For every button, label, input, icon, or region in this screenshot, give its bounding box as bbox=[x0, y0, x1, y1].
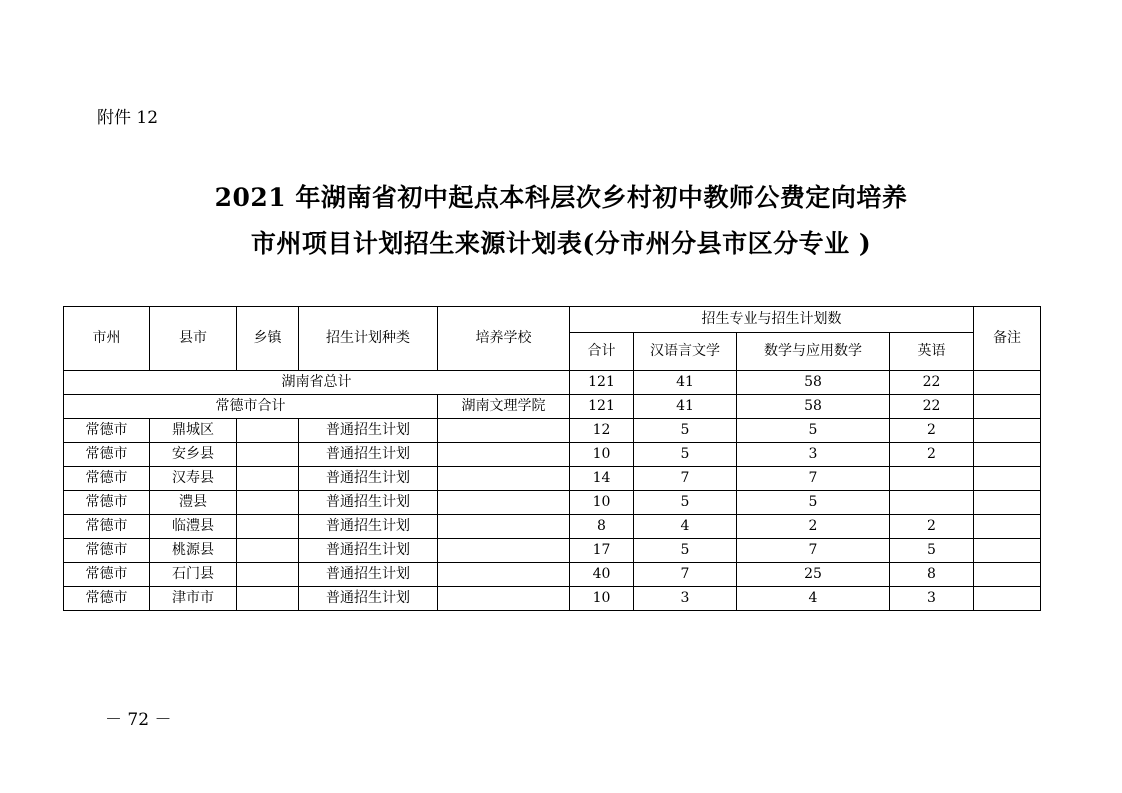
cell-plan-type: 普通招生计划 bbox=[299, 515, 438, 539]
cell-total: 17 bbox=[570, 539, 634, 563]
header-plan-type: 招生计划种类 bbox=[299, 307, 438, 371]
cell-chinese: 5 bbox=[634, 491, 737, 515]
table-row bbox=[64, 491, 1041, 515]
cell-town bbox=[237, 419, 299, 443]
cell-math: 5 bbox=[737, 419, 890, 443]
cell-plan-type: 普通招生计划 bbox=[299, 587, 438, 611]
cell-math: 7 bbox=[737, 467, 890, 491]
cell-county: 桃源县 bbox=[150, 539, 237, 563]
cell-remarks bbox=[974, 491, 1041, 515]
cell-remarks bbox=[974, 587, 1041, 611]
cell-math: 5 bbox=[737, 491, 890, 515]
cell-school bbox=[438, 563, 570, 587]
cell-chinese: 3 bbox=[634, 587, 737, 611]
city-total-math: 58 bbox=[737, 395, 890, 419]
cell-town bbox=[237, 467, 299, 491]
cell-town bbox=[237, 515, 299, 539]
city-total-school: 湖南文理学院 bbox=[438, 395, 570, 419]
cell-city: 常德市 bbox=[64, 443, 150, 467]
cell-math: 2 bbox=[737, 515, 890, 539]
province-total-remarks bbox=[974, 371, 1041, 395]
cell-total: 10 bbox=[570, 443, 634, 467]
cell-city: 常德市 bbox=[64, 587, 150, 611]
cell-chinese: 5 bbox=[634, 443, 737, 467]
province-total-total: 121 bbox=[570, 371, 634, 395]
page-number: － 72 － bbox=[105, 710, 172, 730]
attachment-label: 附件 12 bbox=[97, 108, 159, 128]
city-total-english: 22 bbox=[890, 395, 974, 419]
cell-school bbox=[438, 491, 570, 515]
city-total-remarks bbox=[974, 395, 1041, 419]
cell-school bbox=[438, 467, 570, 491]
table-row bbox=[64, 419, 1041, 443]
cell-plan-type: 普通招生计划 bbox=[299, 563, 438, 587]
cell-plan-type: 普通招生计划 bbox=[299, 467, 438, 491]
cell-total: 10 bbox=[570, 587, 634, 611]
cell-english: 3 bbox=[890, 587, 974, 611]
province-total-chinese: 41 bbox=[634, 371, 737, 395]
cell-school bbox=[438, 515, 570, 539]
cell-english: 5 bbox=[890, 539, 974, 563]
header-city: 市州 bbox=[64, 307, 150, 371]
province-total-row bbox=[64, 371, 1041, 395]
cell-city: 常德市 bbox=[64, 491, 150, 515]
header-remarks: 备注 bbox=[974, 307, 1041, 371]
table-row bbox=[64, 539, 1041, 563]
cell-plan-type: 普通招生计划 bbox=[299, 491, 438, 515]
title-line-1: 2021 年湖南省初中起点本科层次乡村初中教师公费定向培养 bbox=[214, 183, 908, 212]
cell-town bbox=[237, 491, 299, 515]
cell-school bbox=[438, 419, 570, 443]
header-total: 合计 bbox=[570, 333, 634, 371]
cell-county: 汉寿县 bbox=[150, 467, 237, 491]
cell-plan-type: 普通招生计划 bbox=[299, 419, 438, 443]
table-row bbox=[64, 587, 1041, 611]
cell-remarks bbox=[974, 467, 1041, 491]
cell-city: 常德市 bbox=[64, 467, 150, 491]
cell-english: 8 bbox=[890, 563, 974, 587]
enrollment-plan-table bbox=[63, 306, 1041, 611]
city-total-total: 121 bbox=[570, 395, 634, 419]
cell-county: 临澧县 bbox=[150, 515, 237, 539]
cell-chinese: 7 bbox=[634, 467, 737, 491]
header-school: 培养学校 bbox=[438, 307, 570, 371]
cell-chinese: 7 bbox=[634, 563, 737, 587]
cell-plan-type: 普通招生计划 bbox=[299, 443, 438, 467]
cell-school bbox=[438, 587, 570, 611]
cell-math: 4 bbox=[737, 587, 890, 611]
cell-school bbox=[438, 443, 570, 467]
cell-remarks bbox=[974, 539, 1041, 563]
cell-county: 澧县 bbox=[150, 491, 237, 515]
cell-county: 石门县 bbox=[150, 563, 237, 587]
cell-english: 2 bbox=[890, 515, 974, 539]
cell-county: 安乡县 bbox=[150, 443, 237, 467]
header-math: 数学与应用数学 bbox=[737, 333, 890, 371]
header-english: 英语 bbox=[890, 333, 974, 371]
title-line-2: 市州项目计划招生来源计划表(分市州分县市区分专业 ) bbox=[250, 229, 872, 258]
cell-total: 10 bbox=[570, 491, 634, 515]
city-total-chinese: 41 bbox=[634, 395, 737, 419]
cell-chinese: 5 bbox=[634, 539, 737, 563]
cell-math: 7 bbox=[737, 539, 890, 563]
header-chinese: 汉语言文学 bbox=[634, 333, 737, 371]
cell-city: 常德市 bbox=[64, 539, 150, 563]
cell-total: 40 bbox=[570, 563, 634, 587]
cell-total: 14 bbox=[570, 467, 634, 491]
table-row bbox=[64, 563, 1041, 587]
cell-remarks bbox=[974, 563, 1041, 587]
cell-county: 鼎城区 bbox=[150, 419, 237, 443]
cell-town bbox=[237, 443, 299, 467]
cell-county: 津市市 bbox=[150, 587, 237, 611]
cell-city: 常德市 bbox=[64, 419, 150, 443]
province-total-label: 湖南省总计 bbox=[64, 371, 570, 395]
cell-town bbox=[237, 539, 299, 563]
cell-plan-type: 普通招生计划 bbox=[299, 539, 438, 563]
cell-chinese: 4 bbox=[634, 515, 737, 539]
cell-remarks bbox=[974, 443, 1041, 467]
cell-school bbox=[438, 539, 570, 563]
cell-city: 常德市 bbox=[64, 563, 150, 587]
cell-total: 12 bbox=[570, 419, 634, 443]
city-total-row bbox=[64, 395, 1041, 419]
cell-chinese: 5 bbox=[634, 419, 737, 443]
cell-english: 2 bbox=[890, 419, 974, 443]
cell-english bbox=[890, 491, 974, 515]
cell-town bbox=[237, 587, 299, 611]
province-total-math: 58 bbox=[737, 371, 890, 395]
table-row bbox=[64, 515, 1041, 539]
cell-english bbox=[890, 467, 974, 491]
cell-english: 2 bbox=[890, 443, 974, 467]
header-town: 乡镇 bbox=[237, 307, 299, 371]
header-majors-group: 招生专业与招生计划数 bbox=[570, 307, 974, 333]
cell-total: 8 bbox=[570, 515, 634, 539]
header-county: 县市 bbox=[150, 307, 237, 371]
city-total-label: 常德市合计 bbox=[64, 395, 438, 419]
cell-city: 常德市 bbox=[64, 515, 150, 539]
province-total-english: 22 bbox=[890, 371, 974, 395]
table-row bbox=[64, 467, 1041, 491]
table-row bbox=[64, 443, 1041, 467]
cell-math: 25 bbox=[737, 563, 890, 587]
cell-math: 3 bbox=[737, 443, 890, 467]
cell-remarks bbox=[974, 515, 1041, 539]
cell-remarks bbox=[974, 419, 1041, 443]
cell-town bbox=[237, 563, 299, 587]
